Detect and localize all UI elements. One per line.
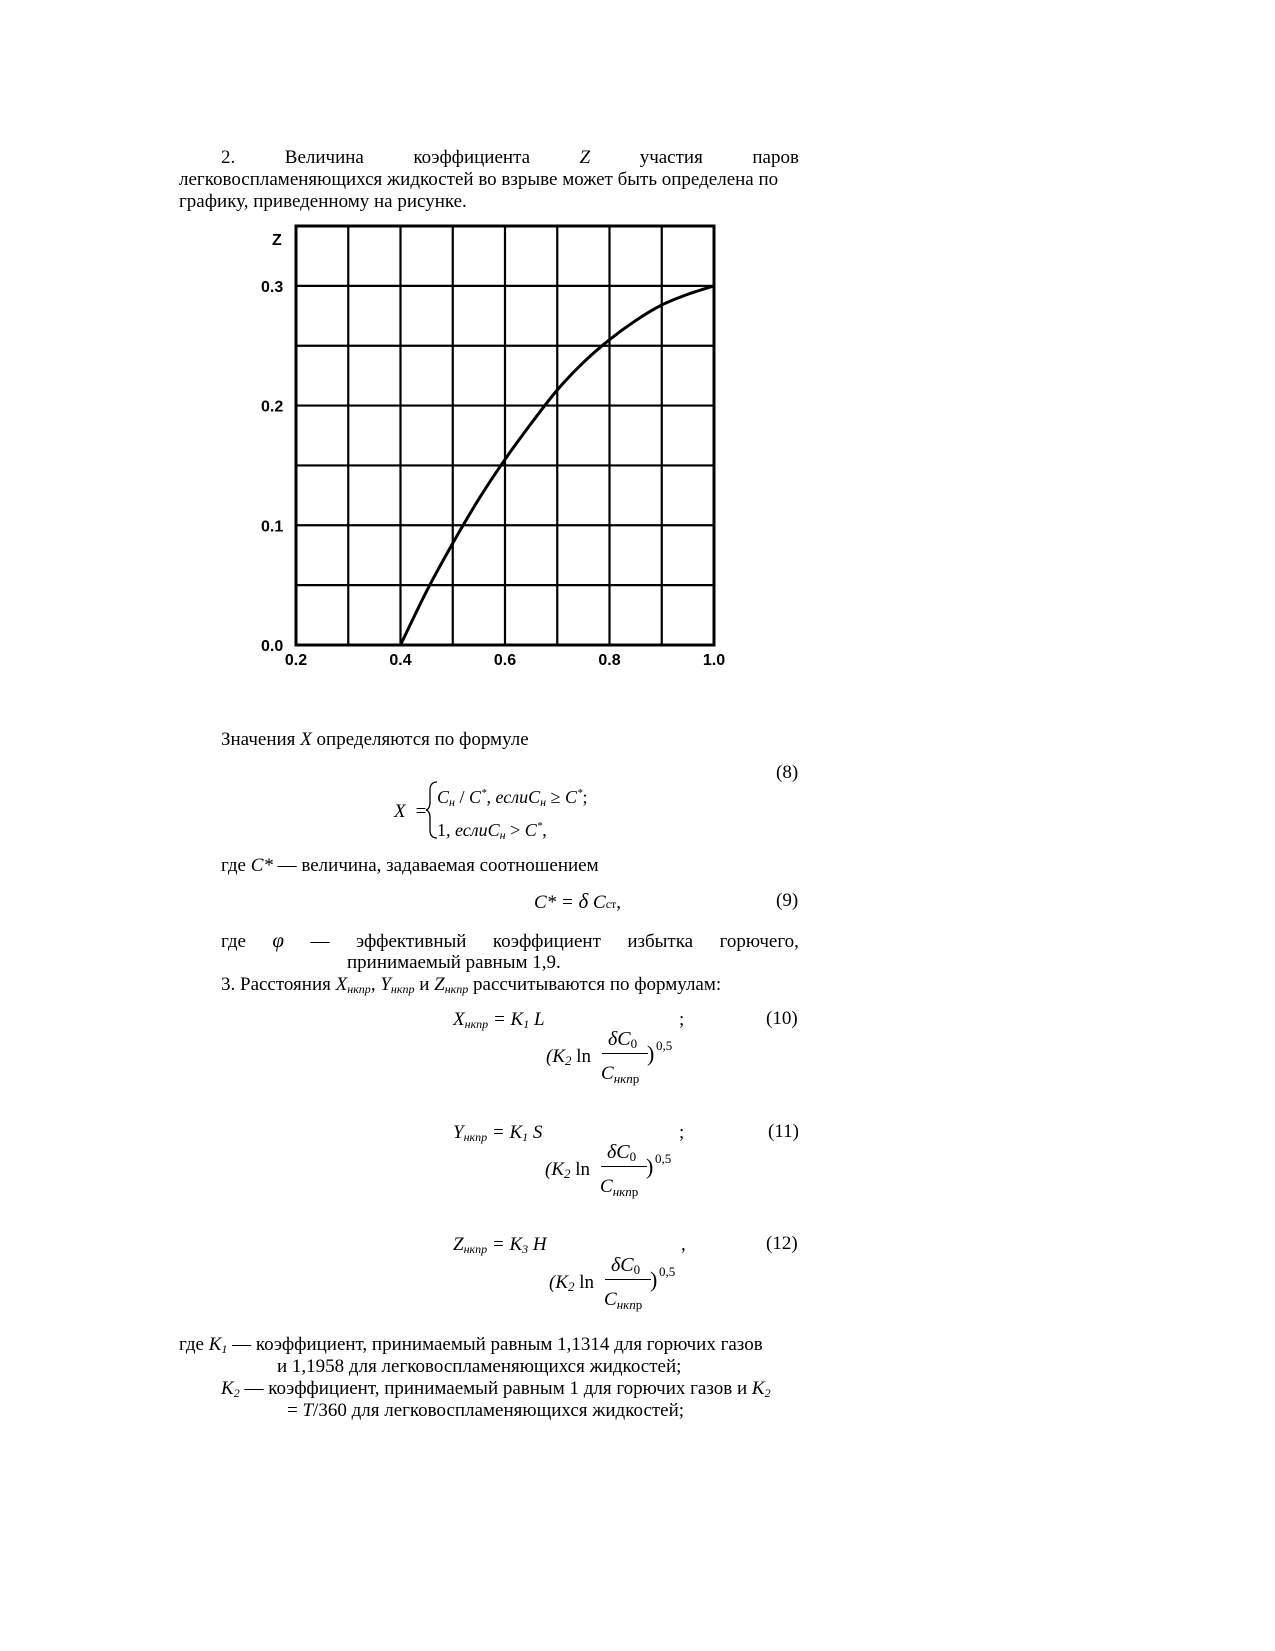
- section3-line: 3. Расстояния $X_{нкпр}$, $Y_{нкпр}$ и $Z_{нкпр}$ рассчитываются по формулам:: [221, 974, 722, 996]
- y-tick-label: 0.2: [261, 398, 284, 416]
- k1-line2: и 1,1958 для легковоспламеняющихся жидкостей;: [277, 1356, 682, 1377]
- eq9-number: (9): [776, 890, 799, 911]
- eq10-denominator: ($K_2$ ln δC0 $C_{нкпр}$ ) 0,5: [546, 1028, 673, 1086]
- section2-line3: графику, приведенному на рисунке.: [179, 191, 467, 212]
- x-tick-label: 0.2: [284, 652, 308, 669]
- k2-line1: $K_2$ — коэффициент, принимаемый равным 1 для горючих газов и $K_2$: [221, 1378, 771, 1400]
- eq11-denominator: ($K_2$ ln δC0 $C_{нкпр}$ ) 0,5: [545, 1141, 672, 1199]
- z-chart: [250, 218, 740, 680]
- y-tick-label: 0.0: [261, 638, 284, 655]
- eq10-end: ;: [679, 1009, 685, 1030]
- x-tick-label: 0.6: [493, 652, 517, 669]
- x-tick-label: 0.8: [598, 652, 621, 669]
- x-values-text: Значения X определяются по формуле: [221, 729, 529, 750]
- eq12-number: (12): [766, 1233, 798, 1254]
- eq11-number: (11): [768, 1121, 799, 1142]
- x-tick-label: 1.0: [702, 652, 726, 669]
- k2-line2: = T/360 для легковоспламеняющихся жидкостей;: [287, 1400, 685, 1421]
- eq11-end: ;: [679, 1122, 685, 1143]
- eq8-line2: 1, еслиC$_н$ > C*,: [437, 820, 547, 842]
- c-star-text: где C* — величина, задаваемая соотношением: [221, 855, 599, 876]
- y-tick-label: 0.1: [261, 518, 284, 536]
- section2-line2: легковоспламеняющихся жидкостей во взрыве может быть определена по: [179, 169, 779, 190]
- eq11-top: $Y_{нкпр} = K_1$ S: [453, 1122, 543, 1144]
- eq8-lhs: X =: [394, 801, 427, 822]
- eq8-line1: $C_н / C^*$, еслиC$_н$ ≥ C*;: [437, 787, 588, 809]
- phi-line2: принимаемый равным 1,9.: [347, 952, 561, 973]
- k1-line1: где $K_1$ — коэффициент, принимаемый равным 1,1314 для горючих газов: [179, 1334, 763, 1356]
- eq12-end: ,: [681, 1234, 686, 1255]
- eq12-top: $Z_{нкпр} = K_3$ H: [453, 1234, 547, 1256]
- y-tick-label: 0.3: [261, 278, 284, 296]
- eq9: C* = δ Cст,: [534, 889, 622, 913]
- y-axis-label: Z: [272, 232, 282, 249]
- phi-line1: где φ — эффективный коэффициент избытка горючего,: [221, 928, 799, 952]
- x-tick-label: 0.4: [389, 652, 412, 669]
- section-number: 2.: [221, 147, 236, 168]
- eq10-number: (10): [766, 1008, 798, 1029]
- eq12-denominator: ($K_2$ ln δC0 $C_{нкпр}$ ) 0,5: [549, 1254, 676, 1312]
- eq10-top: $X_{нкпр} = K_1$ L: [453, 1009, 545, 1031]
- section2-line1: 2. Величина коэффициента Z участия паров: [221, 147, 799, 168]
- eq8-number: (8): [776, 762, 799, 783]
